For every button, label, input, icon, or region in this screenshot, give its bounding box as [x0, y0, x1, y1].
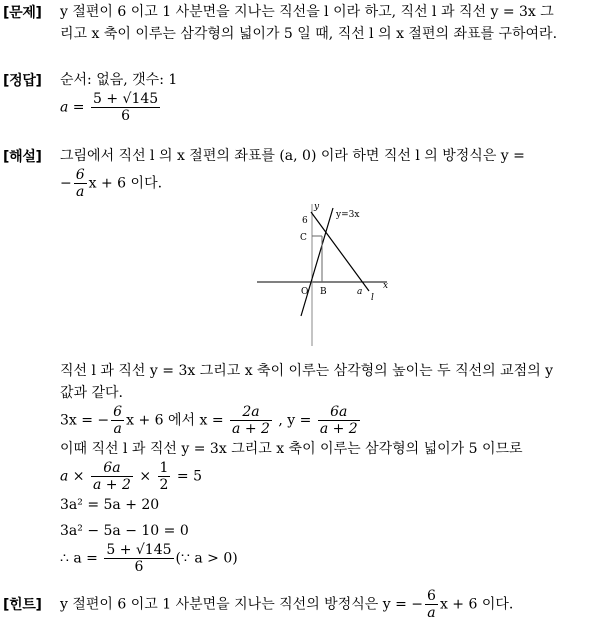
- equation-3: 3a² = 5a + 20: [60, 497, 160, 513]
- equation-4: 3a² − 5a − 10 = 0: [60, 523, 189, 539]
- explanation-p3: 이때 직선 l 과 직선 y = 3x 그리고 x 축이 이루는 삼각형의 넓이가 5 이므로: [60, 441, 523, 457]
- problem-line-1: y 절편이 6 이고 1 사분면을 지나는 직선을 l 이라 하고, 직선 l 과 직선 y = 3x 그: [60, 4, 554, 20]
- hint-tag: [힌트]: [3, 597, 42, 613]
- label-c: C: [300, 233, 307, 243]
- equation-5: ∴ a = $\frac{5 + √145}{6}$ (∵ a > 0): [60, 542, 238, 575]
- label-l: l: [371, 293, 374, 303]
- hint-line: y 절편이 6 이고 1 사분면을 지나는 직선의 방정식은 y = − $\frac{6}{a}$ x + 6 이다.: [60, 588, 514, 621]
- explanation-p2: 값과 같다.: [60, 385, 123, 401]
- graph-figure: [255, 196, 395, 346]
- answer-tag: [정답]: [3, 73, 42, 89]
- label-y: y: [314, 202, 320, 212]
- label-a: a: [357, 287, 363, 297]
- label-6: 6: [302, 216, 308, 226]
- answer-formula: a = $\frac{5 + √145}{6}$: [60, 91, 159, 124]
- explanation-line-1: 그림에서 직선 l 의 x 절편의 좌표를 (a, 0) 이라 하면 직선 l 의 방정식은 y =: [60, 148, 525, 164]
- answer-fraction: $\frac{5 + √145}{6}$: [92, 91, 159, 124]
- label-b: B: [320, 287, 327, 297]
- label-eq: y=3x: [336, 210, 360, 220]
- problem-tag: [문제]: [3, 5, 42, 21]
- equation-2: a × $\frac{6a}{a + 2}$ × $\frac{1}{2}$ = 5: [60, 460, 202, 493]
- answer-count: 순서: 없음, 갯수: 1: [60, 72, 178, 88]
- label-o: O: [301, 287, 309, 297]
- label-x: x: [383, 281, 389, 291]
- problem-line-2: 리고 x 축이 이루는 삼각형의 넓이가 5 일 때, 직선 l 의 x 절편의 좌표를 구하여라.: [60, 26, 558, 42]
- explanation-tag: [해설]: [3, 149, 42, 165]
- explanation-p1: 직선 l 과 직선 y = 3x 그리고 x 축이 이루는 삼각형의 높이는 두 직선의 교점의 y: [60, 363, 554, 379]
- equation-1: 3x = − $\frac{6}{a}$ x + 6 에서 x = $\frac{2a}{a + 2}$ , y = $\frac{6a}{a + 2}$: [60, 404, 358, 437]
- slope-fraction: $\frac{6}{a}$: [75, 167, 85, 200]
- explanation-line-2: − $\frac{6}{a}$ x + 6 이다.: [60, 167, 163, 200]
